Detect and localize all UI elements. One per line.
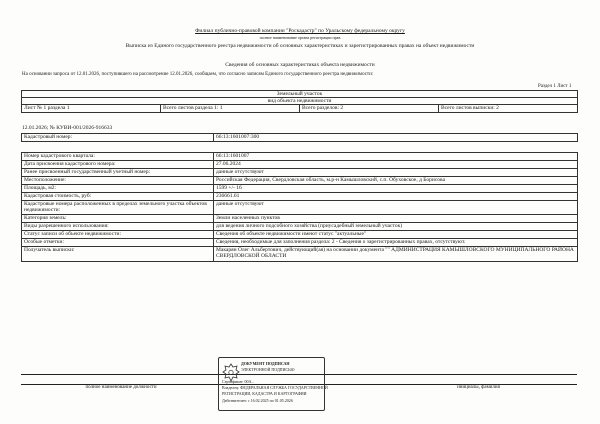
- header-table: [21, 90, 578, 113]
- row-value: 1599 +/- 16: [214, 185, 578, 193]
- position-caption: полное наименование должности: [85, 385, 157, 390]
- row-label: Дата присвоения кадастрового номера:: [22, 161, 214, 169]
- row-value: Макарян Олег Альбертович, действующий(ая) на основании документа "" АДМИНИСТРАЦИЯ КАМЫШЛОВСКОГО МУНИЦИПАЛЬНОГО РАЙОНА СВЕРДЛОВСКОЙ ОБЛАСТИ: [214, 247, 578, 262]
- row-value: Сведения об объекте недвижимости имеют статус "актуальные": [214, 231, 578, 239]
- total-sheets-extract: Всего листов выписки: 2: [439, 105, 578, 113]
- table-row: [22, 215, 578, 223]
- table-row: [22, 185, 578, 193]
- stamp-line5: РЕГИСТРАЦИИ, КАДАСТРА И КАРТОГРАФИИ: [222, 391, 307, 396]
- electronic-signature-stamp: [218, 357, 328, 411]
- table-row: [22, 153, 578, 161]
- row-label: Особые отметки:: [22, 239, 214, 247]
- date-number: 12.01.2026; № КУВИ-001/2026-916633: [22, 125, 113, 131]
- row-value: 236661.61: [214, 193, 578, 201]
- cadastral-number-label: Кадастровый номер:: [22, 134, 214, 142]
- row-value: 27.06.2024: [214, 161, 578, 169]
- sheet-number: Лист № 1 раздела 1: [22, 105, 161, 113]
- row-value: Сведения, необходимые для заполнения раздела: 2 - Сведения о зарегистрированных правах, отсутствуют.: [214, 239, 578, 247]
- row-label: Категория земель:: [22, 215, 214, 223]
- total-sections: Всего разделов: 2: [300, 105, 439, 113]
- table-row: [22, 177, 578, 185]
- row-label: Виды разрешенного использования:: [22, 223, 214, 231]
- table-row: [22, 239, 578, 247]
- stamp-line3: Сертификат: 00A...: [222, 379, 255, 384]
- stamp-line2: ЭЛЕКТРОННОЙ ПОДПИСЬЮ: [241, 367, 295, 372]
- basis-text: На основании запроса от 12.01.2026, поступившего на рассмотрение 12.01.2026, сообщаем, что согласно записям Единого государственного реестра недвижимости:: [22, 72, 374, 77]
- cadastral-number-table: [21, 133, 578, 142]
- sheet-label: Раздел 1 Лист 1: [538, 84, 572, 89]
- table-row: [22, 201, 578, 215]
- table-row: [22, 193, 578, 201]
- section-title: Сведения об основных характеристиках объекта недвижимости: [225, 62, 375, 68]
- row-value: данные отсутствуют: [214, 169, 578, 177]
- object-type: Земельный участок: [22, 91, 578, 98]
- row-value: 66:13:1601007: [214, 153, 578, 161]
- table-row: [22, 223, 578, 231]
- table-row: [22, 169, 578, 177]
- row-label: Статус записи об объекте недвижимости:: [22, 231, 214, 239]
- total-sheets-section: Всего листов раздела 1: 1: [161, 105, 300, 113]
- row-label: Получатель выписки:: [22, 247, 214, 262]
- row-label: Кадастровые номера расположенных в пределах земельного участка объектов недвижимости:: [22, 201, 214, 215]
- characteristics-table: [21, 152, 578, 262]
- doc-title: Выписка из Единого государственного реестра недвижимости об основных характеристиках и зарегистрированных правах на объект недвижимости: [125, 43, 475, 49]
- row-value: Российская Федерация, Свердловская область, м.р-н Камышловский, с.п. Обуховское, д Борисова: [214, 177, 578, 185]
- cadastral-number-value: 66:13:1601007:300: [214, 134, 578, 142]
- stamp-line1: ДОКУМЕНТ ПОДПИСАН: [241, 361, 290, 366]
- row-label: Ранее присвоенный государственный учетный номер:: [22, 169, 214, 177]
- row-label: Площадь, м2:: [22, 185, 214, 193]
- row-label: Кадастровая стоимость, руб:: [22, 193, 214, 201]
- stamp-line6: Действителен: с 16.02.2025 по 01.05.2026: [222, 398, 293, 403]
- row-label: Местоположение:: [22, 177, 214, 185]
- org-title: Филиал публично-правовой компании "Роскадастр" по Уральскому федеральному округу: [195, 28, 405, 34]
- org-subtitle: полное наименование органа регистрации прав: [259, 35, 341, 40]
- row-label: Номер кадастрового квартала:: [22, 153, 214, 161]
- table-row: [22, 231, 578, 239]
- stamp-line4: Владелец: ФЕДЕРАЛЬНАЯ СЛУЖБА ГОСУДАРСТВЕННОЙ: [222, 385, 328, 390]
- object-type-caption: вид объекта недвижимости: [22, 98, 578, 105]
- table-row: [22, 247, 578, 262]
- name-caption: инициалы, фамилия: [457, 385, 500, 390]
- table-row: [22, 161, 578, 169]
- row-value: Земли населенных пунктов: [214, 215, 578, 223]
- row-value: для ведения личного подсобного хозяйства (приусадебный земельный участок): [214, 223, 578, 231]
- row-value: данные отсутствуют: [214, 201, 578, 215]
